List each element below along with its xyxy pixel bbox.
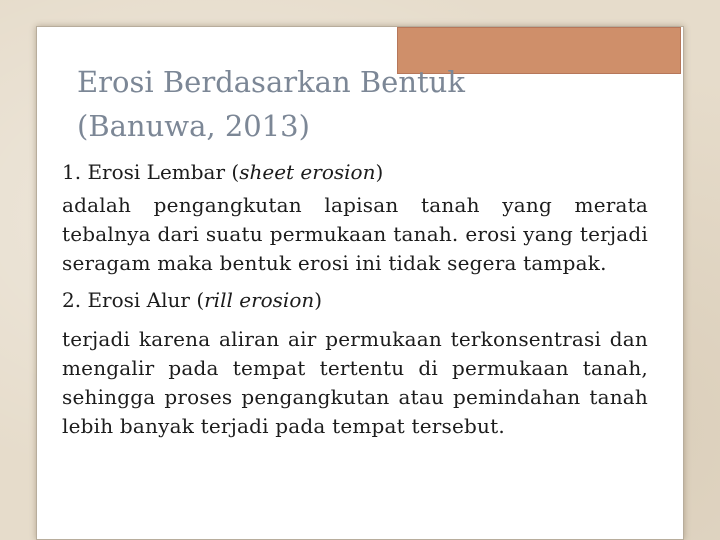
section-heading-rill-erosion bbox=[62, 286, 648, 315]
section-heading-sheet-erosion bbox=[62, 158, 648, 187]
section-number: 1. bbox=[62, 160, 82, 184]
section-name: Erosi Alur bbox=[87, 288, 190, 312]
section-body-sheet-erosion: adalah pengangkutan lapisan tanah yang merata tebalnya dari suatu permukaan tanah. erosi yang terjadi seragam maka bentuk erosi ini tidak segera tampak. bbox=[62, 193, 648, 275]
paren-open: ( bbox=[231, 160, 240, 184]
section-number: 2. bbox=[62, 288, 82, 312]
section-term: rill erosion bbox=[204, 288, 315, 312]
title-line-2: (Banuwa, 2013) bbox=[77, 109, 310, 143]
paren-close: ) bbox=[314, 288, 323, 312]
section-name: Erosi Lembar bbox=[87, 160, 226, 184]
paren-close: ) bbox=[375, 160, 384, 184]
slide-content bbox=[62, 158, 648, 441]
section-term: sheet erosion bbox=[239, 160, 376, 184]
slide-title bbox=[77, 60, 637, 148]
title-line-1: Erosi Berdasarkan Bentuk bbox=[77, 65, 465, 99]
section-body-rill-erosion: terjadi karena aliran air permukaan terkonsentrasi dan mengalir pada tempat tertentu di permukaan tanah, sehingga proses pengangkutan atau pemindahan tanah lebih banyak terjadi pada tempat tersebut. bbox=[62, 327, 648, 438]
paren-open: ( bbox=[196, 288, 205, 312]
